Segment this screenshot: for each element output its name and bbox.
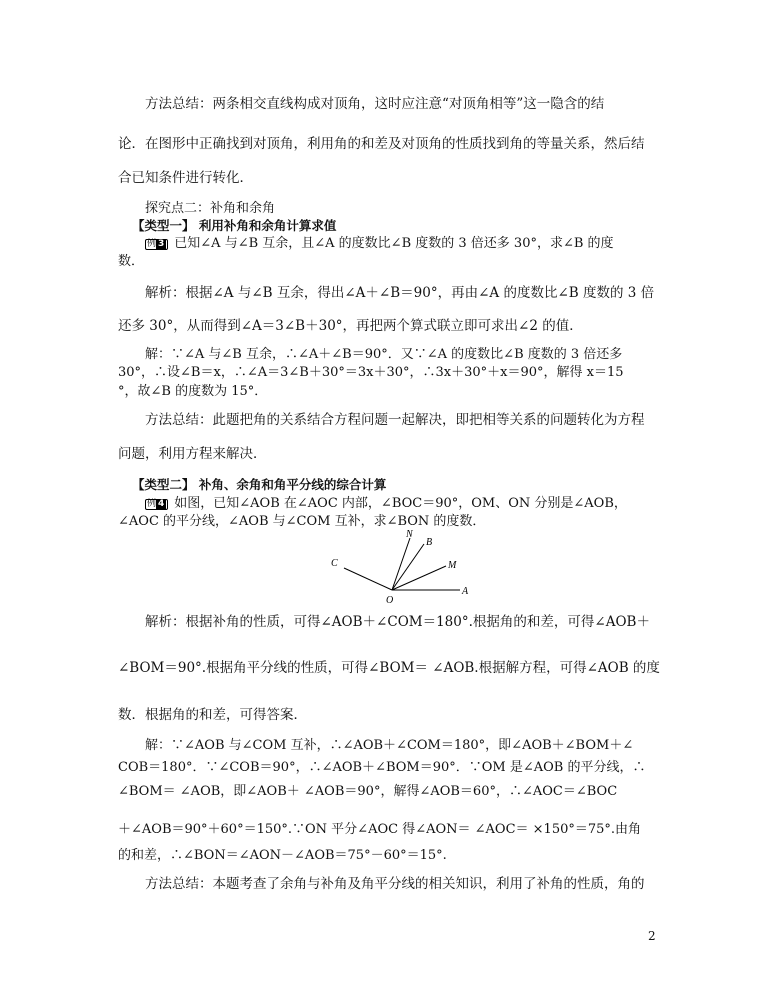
page-number: 2 — [648, 929, 656, 943]
summary1-line2: 论．在图形中正确找到对顶角，利用角的和差及对顶角的性质找到角的等量关系，然后结 — [118, 136, 645, 152]
analysis3-line2: 还多 30°，从而得到∠A＝3∠B＋30°，再把两个算式联立即可求出∠2 的值． — [118, 318, 583, 334]
summary4-line1: 方法总结：本题考查了余角与补角及角平分线的相关知识，利用了补角的性质，角的 — [145, 876, 645, 892]
solution4-line1: 解：∵∠AOB 与∠COM 互补，∴∠AOB＋∠COM＝180°，即∠AOB＋∠BOM＋∠ — [145, 738, 634, 753]
label-c: C — [331, 558, 338, 569]
example4-line1: 例 4 如图，已知∠AOB 在∠AOC 内部，∠BOC＝90°，OM、ON 分别是∠AOB， — [147, 496, 627, 511]
example3-line2: 数． — [118, 254, 145, 269]
summary1-line1: 方法总结：两条相交直线构成对顶角，这时应注意“对顶角相等”这一隐含的结 — [145, 96, 605, 112]
label-n: N — [406, 529, 413, 540]
solution4-line3: ∠BOM＝ ∠AOB，即∠AOB＋ ∠AOB＝90°，解得∠AOB＝60°，∴∠AOC＝∠BOC — [118, 784, 618, 799]
example3-badge: 例 3 — [145, 239, 168, 250]
example3-line1: 例 3 已知∠A 与∠B 互余，且∠A 的度数比∠B 度数的 3 倍还多 30°，求∠B 的度 — [147, 236, 614, 251]
solution3-line3: °，故∠B 的度数为 15°． — [118, 384, 268, 399]
analysis4-line2: ∠BOM＝90°.根据角平分线的性质，可得∠BOM＝ ∠AOB.根据解方程，可得∠AOB 的度 — [118, 660, 660, 676]
label-a: A — [462, 586, 469, 597]
analysis4-line1: 解析：根据补角的性质，可得∠AOB＋∠COM＝180°.根据角的和差，可得∠AOB＋ — [145, 614, 650, 630]
ray-oc — [344, 568, 392, 590]
solution4-line4: ＋∠AOB＝90°＋60°＝150°.∵ON 平分∠AOC 得∠AON＝ ∠AOC＝ ×150°＝75°.由角 — [118, 822, 642, 837]
summary1-line3: 合已知条件进行转化． — [118, 170, 253, 186]
label-m: M — [448, 560, 457, 571]
example4-line2: ∠AOC 的平分线，∠AOB 与∠COM 互补，求∠BON 的度数． — [118, 514, 486, 529]
example4-badge: 例 4 — [145, 499, 168, 510]
label-b: B — [426, 537, 433, 548]
angle-figure — [320, 528, 480, 608]
solution3-line2: 30°，∴设∠B＝x，∴∠A＝3∠B＋30°＝3x＋30°，∴3x＋30°＋x＝90°，解得 x＝15 — [118, 365, 624, 380]
type1-title: 【类型一】 利用补角和余角计算求值 — [132, 218, 337, 233]
solution3-line1: 解：∵∠A 与∠B 互余，∴∠A＋∠B＝90°．又∵∠A 的度数比∠B 度数的 3 倍还多 — [145, 347, 623, 362]
solution4-line5: 的和差，∴∠BON＝∠AON－∠AOB＝75°－60°＝15°. — [118, 848, 447, 863]
analysis3-line1: 解析：根据∠A 与∠B 互余，得出∠A＋∠B＝90°，再由∠A 的度数比∠B 度数的 3 倍 — [145, 285, 655, 301]
solution4-line2: COB＝180°．∵∠COB＝90°，∴∠AOB＋∠BOM＝90°．∵OM 是∠AOB 的平分线，∴ — [118, 760, 646, 775]
analysis4-line3: 数．根据角的和差，可得答案． — [118, 707, 307, 723]
type2-title: 【类型二】 补角、余角和角平分线的综合计算 — [132, 477, 387, 492]
summary3-line1: 方法总结：此题把角的关系结合方程问题一起解决，即把相等关系的问题转化为方程 — [145, 412, 645, 428]
ray-on — [392, 538, 410, 590]
section-title: 探究点二：补角和余角 — [145, 201, 276, 216]
summary3-line2: 问题，利用方程来解决． — [118, 446, 267, 462]
label-o: O — [386, 595, 394, 606]
